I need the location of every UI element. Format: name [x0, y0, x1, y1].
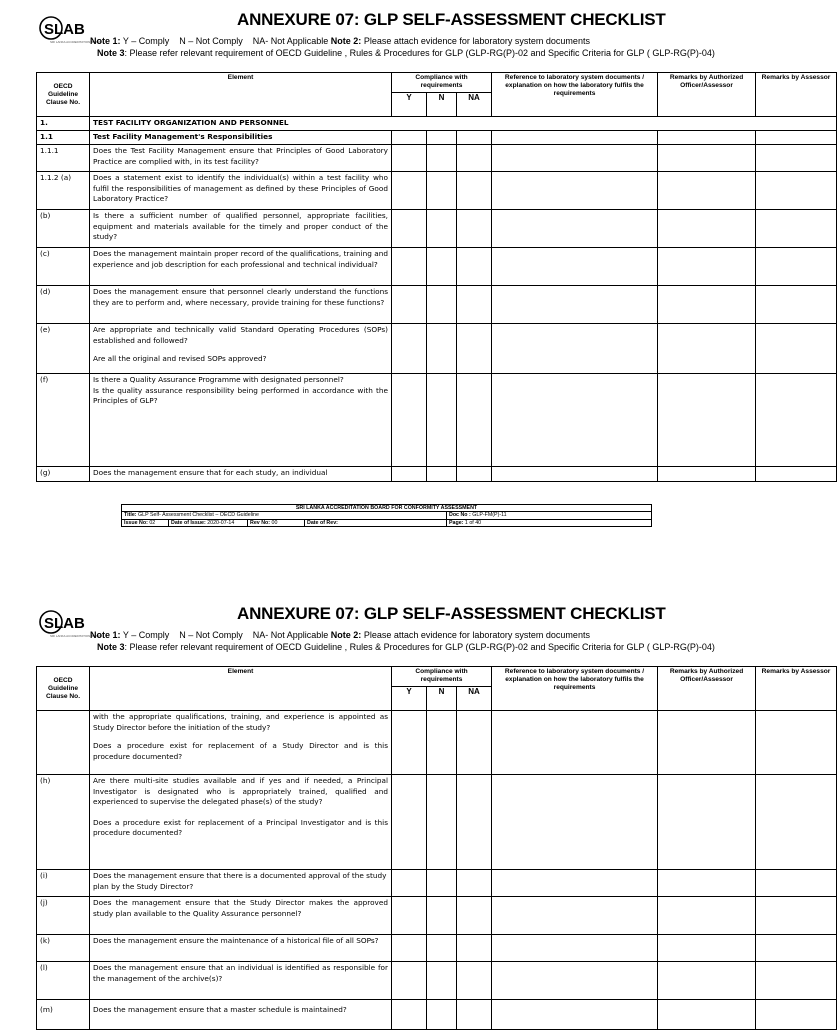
remarks-assessor-cell[interactable]	[756, 145, 837, 172]
clause-cell: (f)	[37, 374, 90, 467]
header-na: NA	[457, 687, 492, 711]
header-remarks-officer-text: Remarks by Authorized Officer/Assessor	[669, 74, 744, 89]
header-remarks-officer-text: Remarks by Authorized Officer/Assessor	[669, 668, 744, 683]
header-clause	[37, 73, 90, 117]
note3-label: Note 3	[97, 642, 125, 652]
remarks-officer-cell[interactable]	[658, 870, 756, 897]
table-row	[37, 962, 837, 1000]
table-row	[37, 870, 837, 897]
na-cell[interactable]	[457, 210, 492, 248]
n-cell[interactable]	[427, 131, 457, 145]
element-cell: Does the management ensure that the Study Director makes the approved study plan available to the Quality Assurance personnel?	[90, 897, 392, 935]
footer-rev-no	[248, 519, 305, 526]
y-cell[interactable]	[392, 210, 427, 248]
na-cell[interactable]	[457, 467, 492, 482]
y-cell[interactable]	[392, 870, 427, 897]
footer-title	[122, 512, 447, 519]
footer-rev-value: 00	[271, 519, 278, 526]
notes-line-2	[97, 642, 715, 652]
table-row	[37, 248, 837, 286]
note2-label: Note 2:	[330, 630, 362, 640]
na-cell[interactable]	[457, 935, 492, 962]
y-cell[interactable]	[392, 775, 427, 870]
header-element-text: Element	[227, 668, 254, 675]
clause-cell: 1.	[37, 117, 90, 131]
footer-page-value: 1 of 40	[464, 519, 482, 526]
y-cell[interactable]	[392, 374, 427, 467]
element-cell: Does a statement exist to identify the individual(s) within a test facility who fulfil the responsibilities of management as defined by these Principles of Good Laboratory Practice?	[90, 172, 392, 210]
remarks-assessor-cell[interactable]	[756, 286, 837, 324]
note1-label: Note 1:	[90, 630, 121, 640]
remarks-officer-cell[interactable]	[658, 1000, 756, 1030]
clause-cell: (l)	[37, 962, 90, 1000]
footer-doc-no	[447, 512, 652, 519]
na-cell[interactable]	[457, 870, 492, 897]
header-remarks-officer	[658, 73, 756, 117]
y-cell[interactable]	[392, 286, 427, 324]
reference-cell[interactable]	[492, 374, 658, 467]
document-footer	[121, 504, 652, 527]
n-cell[interactable]	[427, 248, 457, 286]
na-cell[interactable]	[457, 1000, 492, 1030]
element-cell	[90, 324, 392, 374]
remarks-officer-cell[interactable]	[658, 172, 756, 210]
header-compliance-text: Compliance with requirements	[415, 74, 468, 89]
note1-text: Y – Comply N – Not Comply NA- Not Applicable	[122, 36, 329, 46]
clause-cell: 1.1.2 (a)	[37, 172, 90, 210]
remarks-assessor-cell[interactable]	[756, 962, 837, 1000]
header-reference	[492, 73, 658, 117]
n-cell[interactable]	[427, 711, 457, 775]
reference-cell[interactable]	[492, 711, 658, 775]
n-cell[interactable]	[427, 467, 457, 482]
element-cell: Does the management ensure that an individual is identified as responsible for the management of the archive(s)?	[90, 962, 392, 1000]
reference-cell[interactable]	[492, 467, 658, 482]
header-remarks-assessor-text: Remarks by Assessor	[761, 668, 831, 675]
remarks-officer-cell[interactable]	[658, 248, 756, 286]
remarks-assessor-cell[interactable]	[756, 131, 837, 145]
y-cell[interactable]	[392, 248, 427, 286]
element-cell	[90, 374, 392, 467]
table-row	[37, 117, 837, 131]
na-cell[interactable]	[457, 775, 492, 870]
remarks-officer-cell[interactable]	[658, 467, 756, 482]
remarks-assessor-cell[interactable]	[756, 870, 837, 897]
logo-text-s: SLAB	[44, 21, 85, 38]
section-heading: TEST FACILITY ORGANIZATION AND PERSONNEL	[90, 117, 837, 131]
element-paragraph: Is the quality assurance responsibility being performed in accordance with the Principles of GLP?	[93, 385, 388, 405]
table-row	[37, 324, 837, 374]
element-cell: Does the Test Facility Management ensure that Principles of Good Laboratory Practice are complied with, in its test facility?	[90, 145, 392, 172]
notes-line-1	[90, 630, 590, 640]
header-y: Y	[392, 687, 427, 711]
note1-label: Note 1:	[90, 36, 121, 46]
footer-issue-value: 02	[149, 519, 156, 526]
element-paragraph: Is there a Quality Assurance Programme with designated personnel?	[93, 375, 344, 384]
remarks-assessor-cell[interactable]	[756, 324, 837, 374]
footer-page	[447, 519, 652, 526]
element-paragraph: Does a procedure exist for replacement of a Study Director and is this procedure documented?	[93, 741, 388, 761]
reference-cell[interactable]	[492, 775, 658, 870]
footer-board: SRI LANKA ACCREDITATION BOARD FOR CONFORMITY ASSESSMENT	[122, 505, 652, 512]
notes-line-1	[90, 36, 590, 46]
n-cell[interactable]	[427, 870, 457, 897]
remarks-officer-cell[interactable]	[658, 897, 756, 935]
note3-label: Note 3	[97, 48, 125, 58]
document-title: ANNEXURE 07: GLP SELF-ASSESSMENT CHECKLIST	[237, 10, 666, 29]
slab-logo	[38, 10, 102, 46]
clause-cell: 1.1.1	[37, 145, 90, 172]
remarks-assessor-cell[interactable]	[756, 1000, 837, 1030]
y-cell[interactable]	[392, 897, 427, 935]
header-element	[90, 667, 392, 711]
reference-cell[interactable]	[492, 248, 658, 286]
page-2	[0, 594, 831, 1024]
n-cell[interactable]	[427, 1000, 457, 1030]
footer-title-value: GLP Self- Assessment Checklist – OECD Guideline	[138, 512, 259, 519]
header-n: N	[427, 687, 457, 711]
note2-label: Note 2:	[330, 36, 362, 46]
reference-cell[interactable]	[492, 145, 658, 172]
element-cell	[90, 711, 392, 775]
table-row	[37, 210, 837, 248]
remarks-officer-cell[interactable]	[658, 374, 756, 467]
reference-cell[interactable]	[492, 897, 658, 935]
n-cell[interactable]	[427, 172, 457, 210]
clause-cell: (h)	[37, 775, 90, 870]
footer-issue-no	[122, 519, 169, 526]
na-cell[interactable]	[457, 131, 492, 145]
clause-cell: (c)	[37, 248, 90, 286]
header-clause-text: OECD Guideline Clause No.	[45, 676, 81, 700]
note2-text: Please attach evidence for laboratory system documents	[363, 36, 590, 46]
y-cell[interactable]	[392, 324, 427, 374]
logo-subtext: SRI LANKA ACCREDITATION BOARD	[50, 40, 102, 44]
table-row	[37, 172, 837, 210]
na-cell[interactable]	[457, 962, 492, 1000]
footer-date-rev	[305, 519, 447, 526]
n-cell[interactable]	[427, 210, 457, 248]
clause-cell: (m)	[37, 1000, 90, 1030]
element-cell: Does the management maintain proper record of the qualifications, training and experience and job description for each professional and technical individual?	[90, 248, 392, 286]
y-cell[interactable]	[392, 467, 427, 482]
remarks-officer-cell[interactable]	[658, 962, 756, 1000]
reference-cell[interactable]	[492, 935, 658, 962]
footer-issue-label: Issue No:	[124, 519, 148, 526]
note2-text: Please attach evidence for laboratory system documents	[363, 630, 590, 640]
reference-cell[interactable]	[492, 870, 658, 897]
remarks-officer-cell[interactable]	[658, 286, 756, 324]
element-cell: Does the management ensure that a master schedule is maintained?	[90, 1000, 392, 1030]
y-cell[interactable]	[392, 131, 427, 145]
element-cell: Does the management ensure that personnel clearly understand the functions they are to perform and, where necessary, provide training for these functions?	[90, 286, 392, 324]
n-cell[interactable]	[427, 286, 457, 324]
na-cell[interactable]	[457, 324, 492, 374]
reference-cell[interactable]	[492, 172, 658, 210]
table-row	[37, 1000, 837, 1030]
table-row	[37, 145, 837, 172]
y-cell[interactable]	[392, 172, 427, 210]
footer-doc-value: GLP-FM(P)-11	[472, 512, 507, 519]
y-cell[interactable]	[392, 711, 427, 775]
element-paragraph: Are all the original and revised SOPs approved?	[93, 354, 267, 363]
element-cell: Does the management ensure that for each study, an individual	[90, 467, 392, 482]
na-cell[interactable]	[457, 711, 492, 775]
n-cell[interactable]	[427, 324, 457, 374]
header-clause-text: OECD Guideline Clause No.	[45, 82, 81, 106]
remarks-officer-cell[interactable]	[658, 210, 756, 248]
clause-cell: (k)	[37, 935, 90, 962]
header-compliance	[392, 667, 492, 687]
y-cell[interactable]	[392, 935, 427, 962]
y-cell[interactable]	[392, 962, 427, 1000]
n-cell[interactable]	[427, 897, 457, 935]
slab-logo	[38, 604, 102, 640]
n-cell[interactable]	[427, 935, 457, 962]
clause-cell: (e)	[37, 324, 90, 374]
remarks-assessor-cell[interactable]	[756, 775, 837, 870]
logo-text-s: SLAB	[44, 615, 85, 632]
table-row	[37, 935, 837, 962]
footer-doc-label: Doc No :	[449, 512, 471, 519]
reference-cell[interactable]	[492, 324, 658, 374]
logo-subtext: SRI LANKA ACCREDITATION BOARD	[50, 634, 102, 638]
y-cell[interactable]	[392, 1000, 427, 1030]
header-clause	[37, 667, 90, 711]
header-compliance	[392, 73, 492, 93]
header-remarks-assessor	[756, 667, 837, 711]
n-cell[interactable]	[427, 775, 457, 870]
footer-date-issue-value: 2020-07-14	[207, 519, 235, 526]
na-cell[interactable]	[457, 286, 492, 324]
footer-date-issue	[169, 519, 248, 526]
header-compliance-text: Compliance with requirements	[415, 668, 468, 683]
table-row	[37, 897, 837, 935]
reference-cell[interactable]	[492, 131, 658, 145]
header-y: Y	[392, 93, 427, 117]
remarks-officer-cell[interactable]	[658, 324, 756, 374]
header-remarks-assessor-text: Remarks by Assessor	[761, 74, 831, 81]
table-row	[37, 711, 837, 775]
remarks-officer-cell[interactable]	[658, 145, 756, 172]
clause-cell	[37, 711, 90, 775]
footer-rev-label: Rev No:	[250, 519, 271, 526]
clause-cell: (j)	[37, 897, 90, 935]
checklist-table	[36, 666, 837, 1030]
remarks-officer-cell[interactable]	[658, 131, 756, 145]
clause-cell: 1.1	[37, 131, 90, 145]
table-row	[37, 775, 837, 870]
footer-title-label: Title:	[124, 512, 137, 519]
reference-cell[interactable]	[492, 1000, 658, 1030]
n-cell[interactable]	[427, 374, 457, 467]
checklist-table	[36, 72, 837, 482]
reference-cell[interactable]	[492, 962, 658, 1000]
element-cell: Is there a sufficient number of qualified personnel, appropriate facilities, equipment and materials available for the timely and proper conduct of the study?	[90, 210, 392, 248]
remarks-assessor-cell[interactable]	[756, 172, 837, 210]
footer-date-rev-label: Date of Rev:	[307, 519, 338, 526]
element-paragraph: Are there multi-site studies available and if yes and if needed, a Principal Investigator is designated who is appropriately trained, qualified and experienced to supervise the delegated phase(s) of the study?	[93, 776, 388, 806]
header-reference	[492, 667, 658, 711]
element-cell: Does the management ensure the maintenance of a historical file of all SOPs?	[90, 935, 392, 962]
na-cell[interactable]	[457, 248, 492, 286]
na-cell[interactable]	[457, 374, 492, 467]
note3-text: : Please refer relevant requirement of OECD Guideline , Rules & Procedures for GLP (GLP-RG(P)-02 and Specific Criteria for GLP ( GLP-RG(P)-04)	[124, 48, 715, 58]
clause-cell: (d)	[37, 286, 90, 324]
clause-cell: (g)	[37, 467, 90, 482]
element-cell	[90, 775, 392, 870]
element-cell: Does the management ensure that there is a documented approval of the study plan by the Study Director?	[90, 870, 392, 897]
element-paragraph: Does a procedure exist for replacement of a Principal Investigator and is this procedure documented?	[93, 817, 388, 837]
remarks-assessor-cell[interactable]	[756, 711, 837, 775]
na-cell[interactable]	[457, 897, 492, 935]
header-reference-text: Reference to laboratory system documents / explanation on how the laboratory fulfils the requirements	[504, 668, 645, 691]
remarks-officer-cell[interactable]	[658, 935, 756, 962]
table-row	[37, 374, 837, 467]
header-reference-text: Reference to laboratory system documents / explanation on how the laboratory fulfils the requirements	[504, 74, 645, 97]
element-paragraph: Are appropriate and technically valid Standard Operating Procedures (SOPs) established and followed?	[93, 325, 388, 345]
footer-date-issue-label: Date of Issue:	[171, 519, 206, 526]
footer-page-label: Page:	[449, 519, 464, 526]
na-cell[interactable]	[457, 145, 492, 172]
subsection-heading: Test Facility Management's Responsibilities	[90, 131, 392, 145]
table-row	[37, 131, 837, 145]
clause-cell: (b)	[37, 210, 90, 248]
notes-line-2	[97, 48, 715, 58]
reference-cell[interactable]	[492, 286, 658, 324]
clause-cell: (i)	[37, 870, 90, 897]
remarks-assessor-cell[interactable]	[756, 935, 837, 962]
n-cell[interactable]	[427, 962, 457, 1000]
element-paragraph: with the appropriate qualifications, training, and experience is appointed as Study Director before the initiation of the study?	[93, 712, 388, 732]
remarks-assessor-cell[interactable]	[756, 374, 837, 467]
remarks-officer-cell[interactable]	[658, 775, 756, 870]
remarks-assessor-cell[interactable]	[756, 467, 837, 482]
header-na: NA	[457, 93, 492, 117]
n-cell[interactable]	[427, 145, 457, 172]
header-remarks-officer	[658, 667, 756, 711]
document-title: ANNEXURE 07: GLP SELF-ASSESSMENT CHECKLIST	[237, 604, 666, 623]
reference-cell[interactable]	[492, 210, 658, 248]
header-n: N	[427, 93, 457, 117]
header-element-text: Element	[227, 74, 254, 81]
table-row	[37, 467, 837, 482]
note1-text: Y – Comply N – Not Comply NA- Not Applicable	[122, 630, 329, 640]
na-cell[interactable]	[457, 172, 492, 210]
remarks-assessor-cell[interactable]	[756, 897, 837, 935]
header-element	[90, 73, 392, 117]
remarks-officer-cell[interactable]	[658, 711, 756, 775]
note3-text: : Please refer relevant requirement of OECD Guideline , Rules & Procedures for GLP (GLP-RG(P)-02 and Specific Criteria for GLP ( GLP-RG(P)-04)	[124, 642, 715, 652]
table-row	[37, 286, 837, 324]
remarks-assessor-cell[interactable]	[756, 248, 837, 286]
y-cell[interactable]	[392, 145, 427, 172]
header-remarks-assessor	[756, 73, 837, 117]
remarks-assessor-cell[interactable]	[756, 210, 837, 248]
